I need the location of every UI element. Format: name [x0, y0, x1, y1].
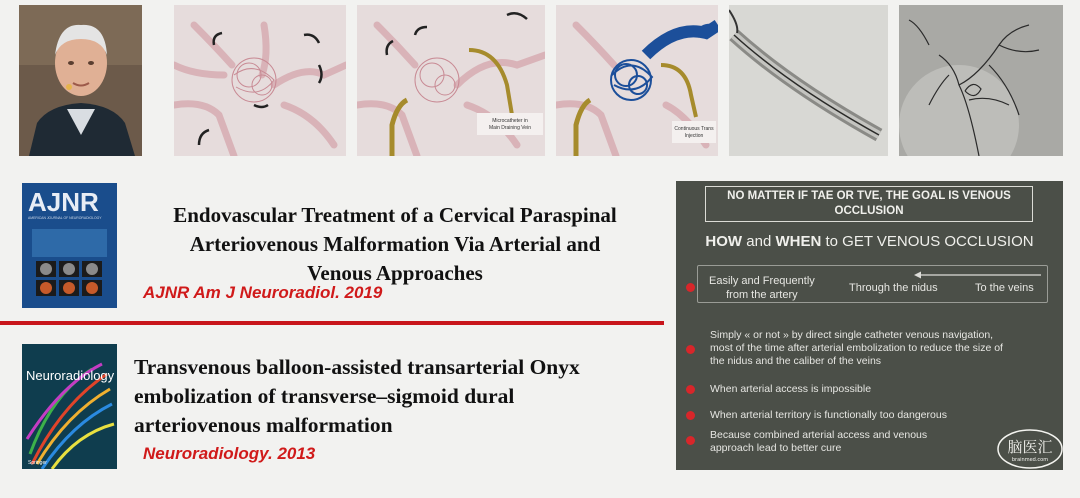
flow-start-line: from the artery: [726, 289, 798, 301]
paper-2-title-line: Transvenous balloon-assisted transarterial Onyx: [134, 355, 580, 379]
paper-2-title: [134, 353, 664, 440]
watermark-text: 脑医汇: [1007, 438, 1053, 456]
avm-diagram-transvenous: [556, 5, 718, 156]
bullet-arterial-territory: [710, 409, 1050, 422]
brainmed-watermark-logo: [996, 428, 1064, 470]
heading-rest: to GET VENOUS OCCLUSION: [825, 233, 1034, 250]
bullet-line: Because combined arterial access and venous: [710, 429, 928, 441]
paper-2-citation: Neuroradiology. 2013: [143, 444, 316, 463]
bullet-arterial-access: [710, 383, 1050, 396]
neuroradiology-cover-title: Neuroradiology: [26, 368, 115, 383]
neuroradiology-cover-publisher: Springer: [28, 460, 47, 466]
bullet-line: approach lead to better cure: [710, 442, 842, 454]
goal-box: [705, 186, 1033, 222]
paper-1-title: [130, 201, 660, 288]
section-divider: [0, 321, 664, 325]
paper-1-title-line: Arteriovenous Malformation Via Arterial and: [189, 232, 601, 256]
panel-heading: [676, 233, 1063, 250]
speaker-photo: [19, 5, 142, 156]
bullet-line: Simply « or not » by direct single catheter venous navigation,: [710, 329, 994, 341]
flow-box: [697, 265, 1048, 303]
bullet-dot: [686, 436, 695, 445]
flow-start-line: Easily and Frequently: [709, 275, 815, 287]
avm-diagram-microcatheter: [357, 5, 545, 156]
goal-line: OCCLUSION: [834, 205, 904, 217]
angiogram: [899, 5, 1063, 156]
goal-line: NO MATTER IF TAE OR TVE, THE GOAL IS VENOUS: [727, 190, 1011, 202]
bullet-dot: [686, 283, 695, 292]
paper-2-title-line: embolization of transverse–sigmoid dural: [134, 384, 515, 408]
neuroradiology-journal-cover: [22, 344, 117, 469]
heading-and: and: [746, 233, 772, 250]
bullet-line: the nidus and the caliber of the veins: [710, 355, 882, 367]
paper-2-title-line: arteriovenous malformation: [134, 413, 393, 437]
bullet-dot: [686, 385, 695, 394]
bullet-navigation: [710, 329, 1050, 368]
flow-start: [709, 274, 815, 302]
paper-1-title-line: Endovascular Treatment of a Cervical Paraspinal: [173, 203, 617, 227]
watermark-subtext: brainmed.com: [1011, 457, 1049, 463]
left-arrow-icon: [913, 270, 1043, 280]
microcatheter-caption: Microcatheter in: [492, 118, 528, 124]
bullet-dot: [686, 411, 695, 420]
ajnr-cover-title: AJNR: [28, 187, 99, 217]
ajnr-journal-cover: [22, 183, 117, 308]
paper-1-title-line: Venous Approaches: [307, 261, 483, 285]
balloon-fluoroscopy: [729, 5, 888, 156]
bullet-line: When arterial access is impossible: [710, 383, 872, 395]
avm-diagram-arterial: [174, 5, 346, 156]
heading-how: HOW: [705, 233, 743, 250]
flow-middle: Through the nidus: [849, 282, 938, 294]
svg-text:Continuous Trans: Continuous Trans: [674, 126, 714, 132]
bullet-dot: [686, 345, 695, 354]
heading-when: WHEN: [775, 233, 822, 250]
svg-text:Main Draining Vein: Main Draining Vein: [489, 125, 531, 131]
bullet-line: most of the time after arterial embolization to reduce the size of: [710, 342, 1003, 354]
paper-1-citation: AJNR Am J Neuroradiol. 2019: [143, 283, 383, 302]
ajnr-cover-subtitle: AMERICAN JOURNAL OF NEURORADIOLOGY: [28, 216, 102, 220]
flow-end: To the veins: [975, 282, 1034, 294]
venous-occlusion-panel: [676, 181, 1063, 470]
bullet-line: When arterial territory is functionally too dangerous: [710, 409, 947, 421]
svg-text:Injection: Injection: [684, 133, 704, 139]
